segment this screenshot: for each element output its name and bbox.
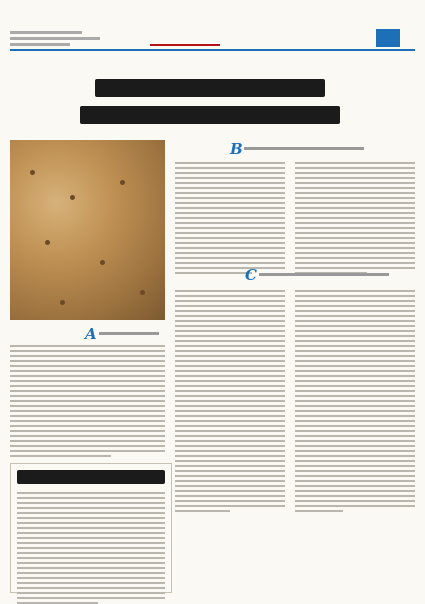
column-3-lower: [295, 290, 415, 512]
column-1: [10, 345, 165, 457]
section-c-letter: C: [245, 266, 257, 284]
masthead-rule: [10, 49, 415, 51]
masthead: [10, 28, 415, 48]
section-b-header: [230, 142, 410, 156]
column-3-upper: [295, 162, 415, 274]
fossil-photo: [10, 140, 165, 320]
masthead-date-info: [10, 29, 110, 47]
masthead-brand: [150, 30, 220, 46]
column-2-lower: [175, 290, 285, 512]
section-b-letter: B: [230, 140, 243, 158]
boxed-story-body: [17, 492, 165, 604]
section-c-header: [245, 268, 415, 282]
page-number-badge: [376, 29, 400, 47]
boxed-story: [10, 463, 172, 593]
boxed-story-title: [17, 470, 165, 484]
section-a-header: [85, 327, 170, 341]
section-a-letter: A: [85, 325, 97, 343]
column-2-upper: [175, 162, 285, 274]
headline: [80, 70, 340, 133]
